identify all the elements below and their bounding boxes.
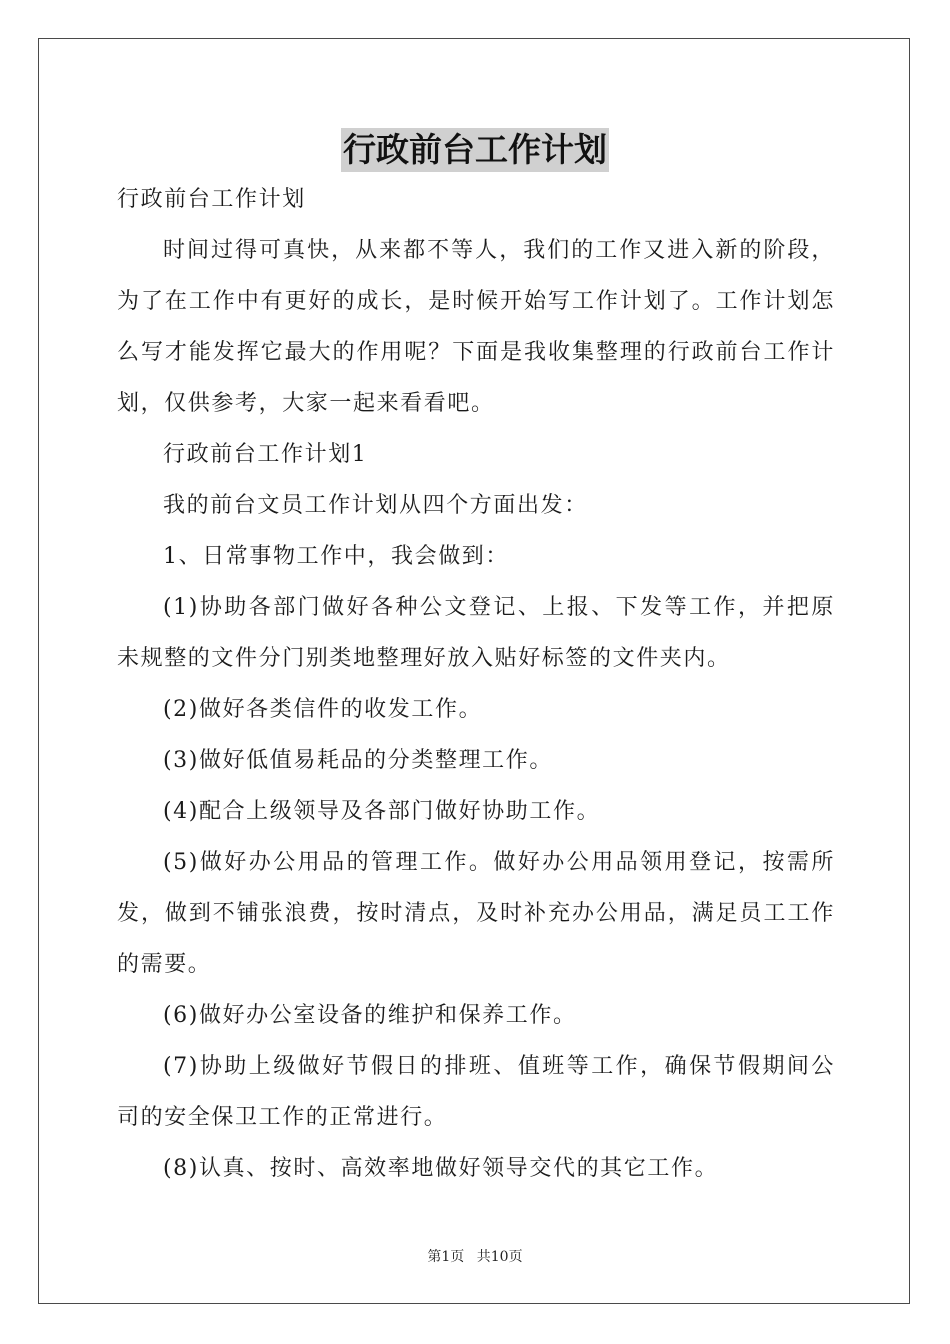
list-item: (1)协助各部门做好各种公文登记、上报、下发等工作，并把原未规整的文件分门别类地整理好放入贴好标签的文件夹内。 [117, 595, 835, 671]
list-item: (8)认真、按时、高效率地做好领导交代的其它工作。 [163, 1156, 719, 1181]
document-title-text: 行政前台工作计划 [341, 128, 609, 172]
page-number-total: 共10页 [476, 1249, 523, 1265]
list-item: (4)配合上级领导及各部门做好协助工作。 [163, 799, 601, 824]
list-item: (6)做好办公室设备的维护和保养工作。 [163, 1003, 577, 1028]
page-number-current: 第1页 [427, 1249, 465, 1265]
page-footer [0, 1246, 950, 1266]
list-item: (5)做好办公用品的管理工作。做好办公用品领用登记，按需所发，做到不铺张浪费，按时清点，及时补充办公用品，满足员工工作的需要。 [117, 850, 835, 977]
intro-paragraph: 时间过得可真快，从来都不等人，我们的工作又进入新的阶段，为了在工作中有更好的成长，是时候开始写工作计划了。工作计划怎么写才能发挥它最大的作用呢？下面是我收集整理的行政前台工作计划，仅供参考，大家一起来看看吧。 [117, 238, 835, 416]
list-heading: 1、日常事物工作中，我会做到： [163, 544, 509, 569]
document-body [117, 174, 835, 1194]
list-item: (2)做好各类信件的收发工作。 [163, 697, 483, 722]
section-heading: 行政前台工作计划1 [163, 442, 368, 467]
document-title [0, 128, 950, 172]
list-item: (7)协助上级做好节假日的排班、值班等工作，确保节假期间公司的安全保卫工作的正常进行。 [117, 1054, 835, 1130]
subtitle-line: 行政前台工作计划 [117, 187, 306, 212]
section-intro: 我的前台文员工作计划从四个方面出发： [163, 493, 588, 518]
list-item: (3)做好低值易耗品的分类整理工作。 [163, 748, 553, 773]
